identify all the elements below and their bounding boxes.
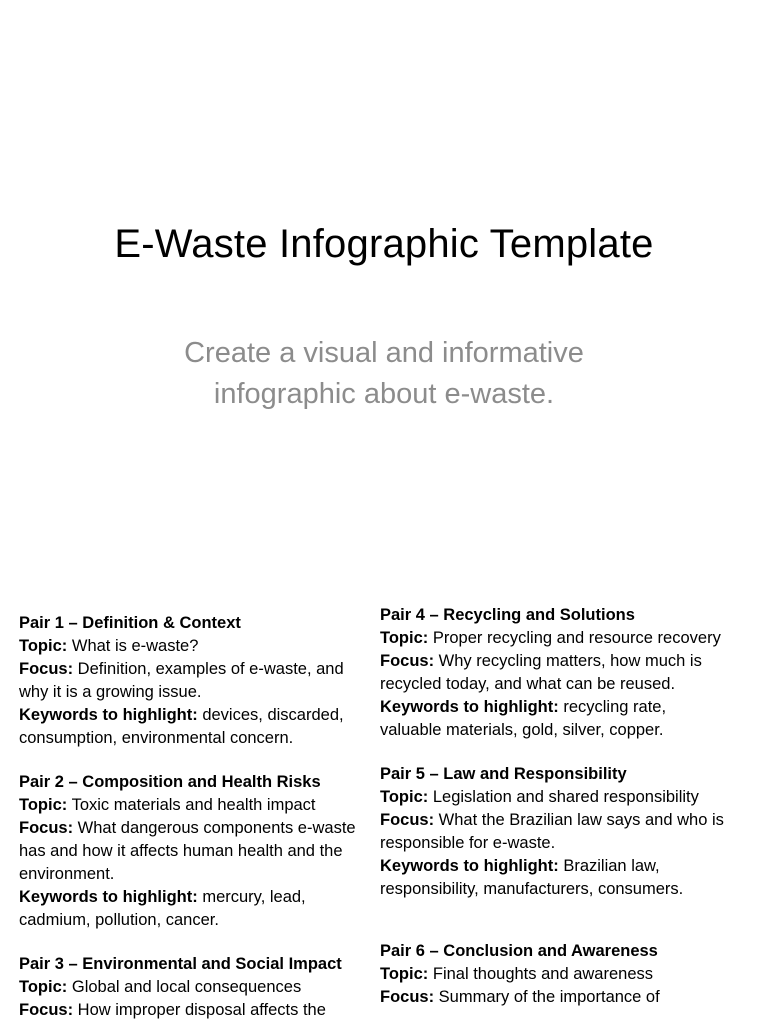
topic-label: Topic: <box>380 629 429 647</box>
slide-title: E-Waste Infographic Template <box>114 222 654 266</box>
pair-4-topic <box>380 627 730 650</box>
pair-5-focus <box>380 809 730 855</box>
pair-5-block <box>380 763 730 901</box>
pair-6-block <box>380 940 730 1009</box>
topic-text: Proper recycling and resource recovery <box>428 629 721 647</box>
topic-label: Topic: <box>19 796 68 814</box>
focus-label: Focus: <box>19 660 74 678</box>
pair-1-keywords <box>19 704 364 750</box>
pair-1-block <box>19 612 364 750</box>
pair-5-keywords <box>380 855 730 901</box>
pair-4-keywords <box>380 696 730 742</box>
keywords-label: Keywords to highlight: <box>19 888 198 906</box>
topic-label: Topic: <box>19 637 68 655</box>
pair-2-heading: Pair 2 – Composition and Health Risks <box>19 773 321 791</box>
focus-label: Focus: <box>380 811 435 829</box>
pair-5-topic <box>380 786 730 809</box>
pair-6-heading: Pair 6 – Conclusion and Awareness <box>380 942 658 960</box>
topic-text: Global and local consequences <box>67 978 302 996</box>
pair-1-focus <box>19 658 364 704</box>
pair-4-block <box>380 604 730 742</box>
right-column <box>380 604 730 1009</box>
pair-4-heading: Pair 4 – Recycling and Solutions <box>380 606 635 624</box>
pair-2-block <box>19 771 364 932</box>
pair-3-topic <box>19 976 364 999</box>
focus-text: Definition, examples of e-waste, and why it is a growing issue. <box>19 660 344 701</box>
pair-2-focus <box>19 817 364 886</box>
topic-text: What is e-waste? <box>67 637 199 655</box>
keywords-text: devices, discarded, consumption, environmental concern. <box>19 706 344 747</box>
focus-label: Focus: <box>19 819 74 837</box>
pair-3-focus <box>19 999 364 1022</box>
keywords-text: Brazilian law, responsibility, manufacturers, consumers. <box>380 857 684 898</box>
focus-label: Focus: <box>380 988 435 1006</box>
pair-1-heading: Pair 1 – Definition & Context <box>19 614 241 632</box>
focus-text: How improper disposal affects the <box>73 1001 326 1019</box>
keywords-text: recycling rate, valuable materials, gold, silver, copper. <box>380 698 667 739</box>
pair-4-focus <box>380 650 730 696</box>
pair-1-topic <box>19 635 364 658</box>
focus-text: What dangerous components e-waste has and how it affects human health and the environment. <box>19 819 356 883</box>
keywords-text: mercury, lead, cadmium, pollution, cancer. <box>19 888 306 929</box>
topic-label: Topic: <box>380 788 429 806</box>
slide-subtitle: Create a visual and informative infographic about e-waste. <box>184 337 584 410</box>
keywords-label: Keywords to highlight: <box>19 706 198 724</box>
topic-label: Topic: <box>19 978 68 996</box>
focus-label: Focus: <box>19 1001 74 1019</box>
topic-text: Legislation and shared responsibility <box>428 788 699 806</box>
topic-label: Topic: <box>380 965 429 983</box>
focus-text: Why recycling matters, how much is recycled today, and what can be reused. <box>380 652 702 693</box>
pair-6-topic <box>380 963 730 986</box>
keywords-label: Keywords to highlight: <box>380 857 559 875</box>
pair-3-block <box>19 953 364 1022</box>
pair-2-topic <box>19 794 364 817</box>
pair-5-heading: Pair 5 – Law and Responsibility <box>380 765 627 783</box>
pair-3-heading: Pair 3 – Environmental and Social Impact <box>19 955 342 973</box>
focus-label: Focus: <box>380 652 435 670</box>
pair-2-keywords <box>19 886 364 932</box>
topic-text: Final thoughts and awareness <box>428 965 654 983</box>
pair-6-focus <box>380 986 730 1009</box>
left-column <box>19 612 364 1022</box>
focus-text: What the Brazilian law says and who is responsible for e-waste. <box>380 811 724 852</box>
focus-text: Summary of the importance of <box>434 988 660 1006</box>
keywords-label: Keywords to highlight: <box>380 698 559 716</box>
topic-text: Toxic materials and health impact <box>67 796 316 814</box>
